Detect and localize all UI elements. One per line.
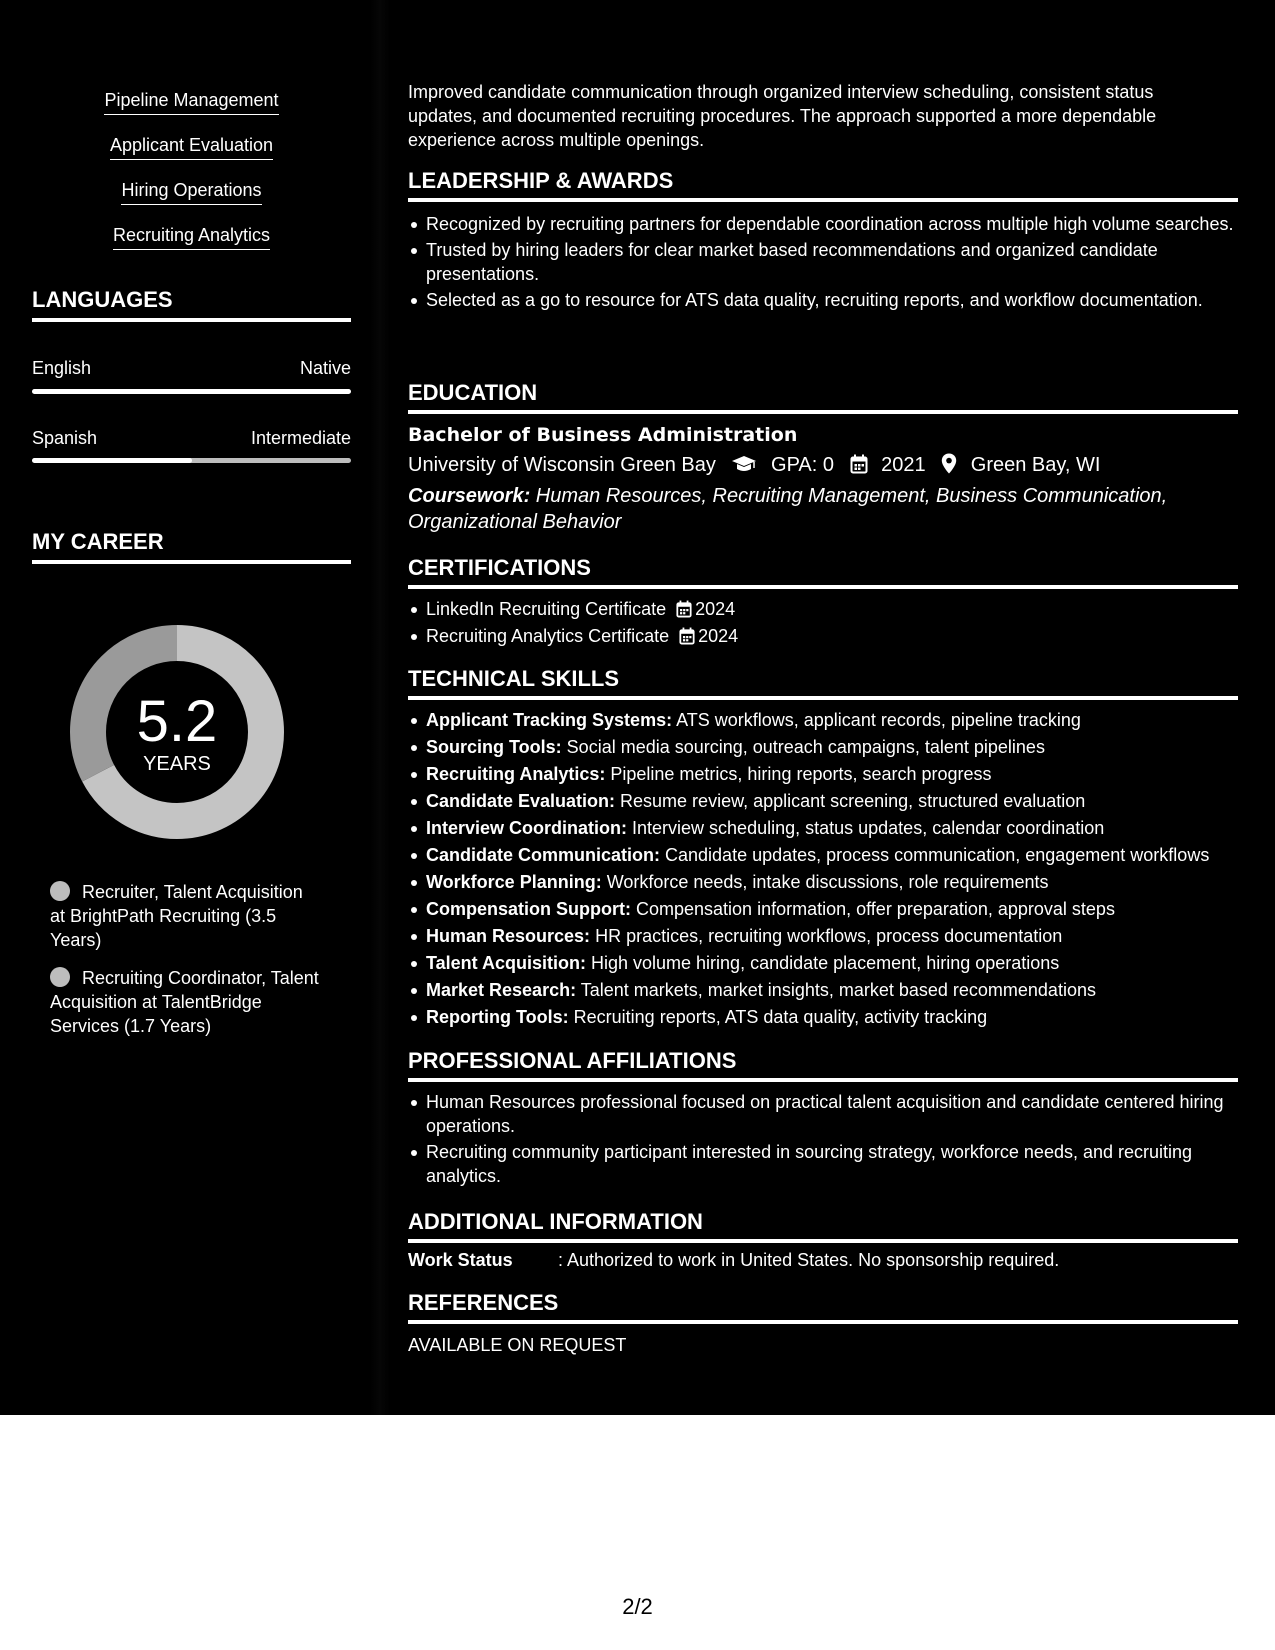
skill-item: Recruiting Analytics — [113, 223, 270, 250]
education-school: University of Wisconsin Green Bay — [408, 454, 716, 476]
career-item-text: Recruiting Coordinator, Talent Acquisition at TalentBridge Services (1.7 Years) — [50, 968, 319, 1036]
career-total-years: 5.2 — [136, 689, 218, 754]
career-item — [50, 880, 320, 952]
list-item: Trusted by hiring leaders for clear market based recommendations and organized candidate presentations. — [426, 238, 1238, 286]
affiliations-list — [408, 1090, 1238, 1188]
language-proficiency-bar — [32, 458, 351, 463]
calendar-icon — [850, 454, 868, 481]
language-name: Spanish — [32, 428, 98, 448]
language-level: Native — [299, 358, 351, 378]
education-gpa: GPA: 0 — [771, 454, 835, 476]
education-coursework — [408, 483, 1208, 535]
additional-info-heading: ADDITIONAL INFORMATION — [408, 1208, 1238, 1243]
list-item: Reporting Tools: Recruiting reports, ATS data quality, activity tracking — [426, 1005, 1238, 1029]
references-text: AVAILABLE ON REQUEST — [408, 1335, 627, 1355]
skill-item: Pipeline Management — [104, 88, 278, 115]
list-item: Candidate Evaluation: Resume review, applicant screening, structured evaluation — [426, 789, 1238, 813]
list-item: Selected as a go to resource for ATS data quality, recruiting reports, and workflow documentation. — [426, 288, 1238, 312]
career-item-text: Recruiter, Talent Acquisition at BrightPath Recruiting (3.5 Years) — [50, 882, 303, 950]
certifications-list — [408, 597, 1238, 648]
education-heading: EDUCATION — [408, 379, 1238, 414]
certification-year: 2024 — [695, 599, 736, 619]
certification-year: 2024 — [698, 626, 739, 646]
list-item: Talent Acquisition: High volume hiring, candidate placement, hiring operations — [426, 951, 1238, 975]
graduation-cap-icon — [731, 454, 757, 481]
career-total-unit: YEARS — [143, 753, 211, 775]
location-pin-icon — [941, 453, 957, 481]
career-item — [50, 966, 320, 1038]
skill-item: Applicant Evaluation — [110, 133, 273, 160]
list-item: Recruiting Analytics: Pipeline metrics, hiring reports, search progress — [426, 762, 1238, 786]
list-item: Market Research: Talent markets, market insights, market based recommendations — [426, 978, 1238, 1002]
list-item: Human Resources: HR practices, recruiting workflows, process documentation — [426, 924, 1238, 948]
career-bullet-icon — [50, 881, 70, 901]
list-item: Interview Coordination: Interview scheduling, status updates, calendar coordination — [426, 816, 1238, 840]
work-status-value: : Authorized to work in United States. No sponsorship required. — [558, 1250, 1060, 1270]
donut-center — [66, 621, 288, 843]
work-status-label: Work Status — [408, 1250, 513, 1270]
list-item — [426, 624, 1238, 648]
coursework-label: Coursework: — [408, 485, 531, 507]
technical-skills-list — [408, 708, 1238, 1029]
language-proficiency-fill — [32, 389, 351, 394]
certification-name: LinkedIn Recruiting Certificate — [426, 599, 667, 619]
language-proficiency-bar — [32, 389, 351, 394]
list-item: Sourcing Tools: Social media sourcing, outreach campaigns, talent pipelines — [426, 735, 1238, 759]
language-proficiency-fill — [32, 458, 192, 463]
leadership-list — [408, 212, 1238, 312]
education-year: 2021 — [881, 454, 926, 476]
list-item: Human Resources professional focused on practical talent acquisition and candidate centered hiring operations. — [426, 1090, 1238, 1138]
list-item: Recruiting community participant interested in sourcing strategy, workforce needs, and recruiting analytics. — [426, 1140, 1238, 1188]
list-item: Recognized by recruiting partners for dependable coordination across multiple high volume searches. — [426, 212, 1238, 236]
language-name: English — [32, 358, 92, 378]
education-degree: Bachelor of Business Administration — [408, 424, 798, 446]
certification-date — [679, 624, 738, 648]
leadership-heading: LEADERSHIP & AWARDS — [408, 167, 1238, 202]
calendar-icon — [676, 600, 692, 618]
list-item: Candidate Communication: Candidate updates, process communication, engagement workflows — [426, 843, 1238, 867]
calendar-icon — [679, 627, 695, 645]
certification-date — [676, 597, 735, 621]
list-item — [426, 597, 1238, 621]
page-number: 2/2 — [622, 1594, 653, 1619]
language-row — [32, 358, 351, 382]
career-donut-chart — [66, 621, 288, 843]
certifications-heading: CERTIFICATIONS — [408, 554, 1238, 589]
list-item: Compensation Support: Compensation information, offer preparation, approval steps — [426, 897, 1238, 921]
education-details — [408, 452, 1100, 481]
coursework-text: Human Resources, Recruiting Management, Business Communication, Organizational Behavior — [408, 485, 1168, 533]
work-status-row — [408, 1248, 1059, 1272]
certification-name: Recruiting Analytics Certificate — [426, 626, 670, 646]
affiliations-heading: PROFESSIONAL AFFILIATIONS — [408, 1047, 1238, 1082]
language-row — [32, 428, 351, 452]
technical-skills-heading: TECHNICAL SKILLS — [408, 665, 1238, 700]
references-heading: REFERENCES — [408, 1289, 1238, 1324]
skill-item: Hiring Operations — [121, 178, 261, 205]
education-location: Green Bay, WI — [970, 454, 1101, 476]
career-bullet-icon — [50, 967, 70, 987]
list-item: Workforce Planning: Workforce needs, intake discussions, role requirements — [426, 870, 1238, 894]
list-item: Applicant Tracking Systems: ATS workflows, applicant records, pipeline tracking — [426, 708, 1238, 732]
career-heading: MY CAREER — [32, 528, 351, 564]
languages-heading: LANGUAGES — [32, 286, 351, 322]
intro-paragraph: Improved candidate communication through organized interview scheduling, consistent status updates, and documented recruiting procedures. The approach supported a more dependable experience across multiple openings. — [408, 82, 1157, 150]
language-level: Intermediate — [250, 428, 351, 448]
skill-list — [32, 88, 351, 268]
